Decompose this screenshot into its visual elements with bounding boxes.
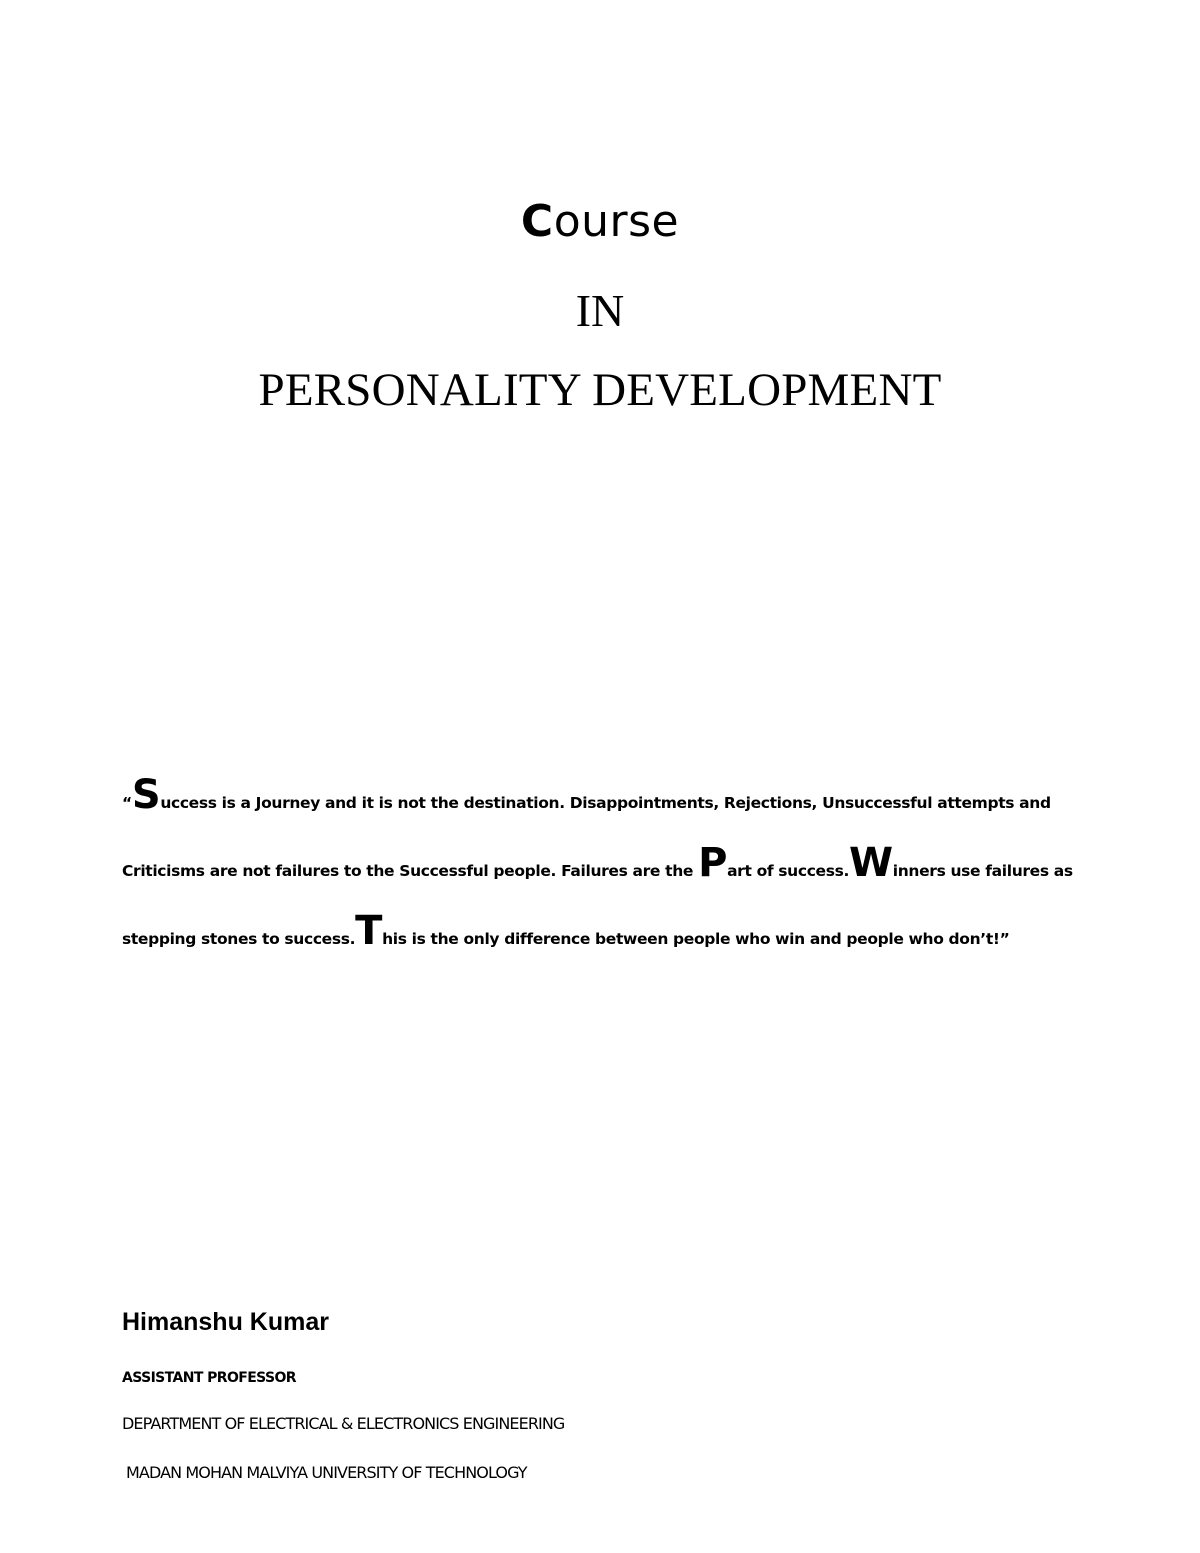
author-name: Himanshu Kumar xyxy=(122,1308,329,1336)
quote-line-2-text-b: art of success. xyxy=(727,862,849,880)
quote-drop-initial-t: T xyxy=(355,908,383,954)
author-role: ASSISTANT PROFESSOR xyxy=(122,1370,296,1386)
title-course xyxy=(0,194,1200,250)
quote-line-1 xyxy=(122,772,1102,818)
title-in: IN xyxy=(575,285,625,336)
quote-line-3-text-b: his is the only difference between people who win and people who don’t!” xyxy=(382,930,1010,948)
quote-line-1-text: uccess is a Journey and it is not the destination. Disappointments, Rejections, Unsuccessful attempts and xyxy=(160,794,1051,812)
quote-line-2-text-c: inners use failures as xyxy=(892,862,1073,880)
title-course-initial: C xyxy=(520,196,554,247)
quote-drop-initial-w: W xyxy=(849,840,893,886)
quote-line-3 xyxy=(122,908,1102,954)
quote-open-mark: “ xyxy=(122,794,132,812)
title-subject: PERSONALITY DEVELOPMENT xyxy=(258,364,942,416)
author-department: DEPARTMENT OF ELECTRICAL & ELECTRONICS ENGINEERING xyxy=(122,1414,565,1433)
quote-line-3-text-a: stepping stones to success. xyxy=(122,930,356,948)
quote-drop-initial-p: P xyxy=(698,840,728,886)
quote-line-2-text-a: Criticisms are not failures to the Successful people. Failures are the xyxy=(122,862,699,880)
quote-line-2 xyxy=(122,840,1102,886)
quote-drop-initial-s: S xyxy=(131,772,161,818)
title-course-rest: ourse xyxy=(553,196,680,247)
author-university: MADAN MOHAN MALVIYA UNIVERSITY OF TECHNOLOGY xyxy=(126,1463,527,1482)
